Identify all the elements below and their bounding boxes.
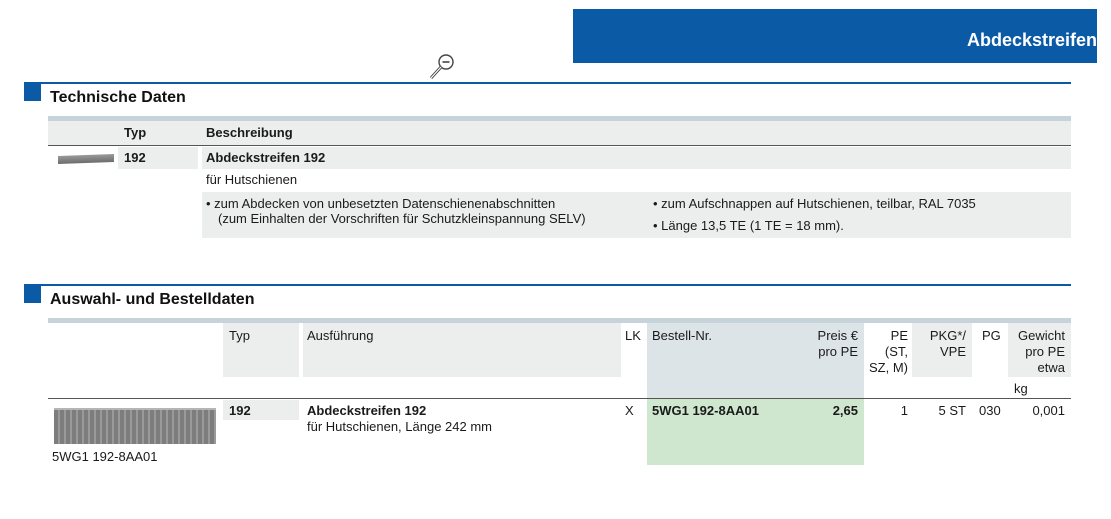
desc-title-cell <box>202 147 1071 169</box>
col-header-preis-2: pro PE <box>818 344 858 359</box>
section-title-bestelldaten: Auswahl- und Bestelldaten <box>50 291 255 308</box>
row-lk: X <box>625 403 634 418</box>
row-typ: 192 <box>124 150 146 165</box>
row-desc: für Hutschienen, Länge 242 mm <box>307 419 492 434</box>
col-header-preis-1: Preis € <box>817 328 858 343</box>
col-header-pe-2: (ST, <box>884 344 908 359</box>
col-header-beschreibung: Beschreibung <box>206 125 293 140</box>
bullet-left-1: • zum Abdecken von unbesetzten Datenschienenabschnitten <box>206 196 556 211</box>
col-header-gewicht-3: etwa <box>1037 360 1065 375</box>
table-header-rule <box>48 145 1071 146</box>
col-header-lk: LK <box>625 328 641 343</box>
section-marker <box>24 286 41 303</box>
zoom-out-icon[interactable] <box>428 52 458 82</box>
row-bestellnr[interactable]: 5WG1 192-8AA01 <box>652 403 759 418</box>
col-header-typ: Typ <box>124 125 147 140</box>
row-pkg: 5 ST <box>938 403 966 418</box>
col-header-pe-3: SZ, M) <box>869 360 908 375</box>
col-header-pe-1: PE <box>890 328 908 343</box>
bullet-right-2: • Länge 13,5 TE (1 TE = 18 mm). <box>653 218 844 233</box>
col-header-gewicht-unit: kg <box>1014 381 1028 396</box>
bullet-right-1: • zum Aufschnappen auf Hutschienen, teilbar, RAL 7035 <box>653 196 976 211</box>
section-divider <box>24 82 1071 84</box>
section-marker <box>24 84 41 101</box>
col-header-pkg-2: VPE <box>939 344 966 359</box>
col-header-typ: Typ <box>229 328 250 343</box>
col-header-bestellnr: Bestell-Nr. <box>652 328 712 343</box>
row-preis: 2,65 <box>832 403 858 418</box>
col-header-pkg-1: PKG*/ <box>929 328 966 343</box>
col-header-ausfuehrung: Ausführung <box>307 328 374 343</box>
row-gewicht: 0,001 <box>1032 403 1065 418</box>
col-header-gewicht-1: Gewicht <box>1018 328 1065 343</box>
row-name: Abdeckstreifen 192 <box>206 150 326 165</box>
product-image-small <box>58 154 114 164</box>
col-header-gewicht-2: pro PE <box>1025 344 1065 359</box>
col-header-pg: PG <box>982 328 1001 343</box>
row-name: Abdeckstreifen 192 <box>307 403 427 418</box>
row-pg: 030 <box>979 403 1001 418</box>
product-image-caption: 5WG1 192-8AA01 <box>52 449 158 464</box>
product-image <box>54 408 216 444</box>
page-title: Abdeckstreifen <box>966 30 1097 50</box>
row-pe: 1 <box>900 403 908 418</box>
table-header-rule <box>48 398 1071 399</box>
table-header-row <box>48 121 1071 145</box>
row-sub: für Hutschienen <box>206 172 298 187</box>
bullet-left-2: (zum Einhalten der Vorschriften für Schutzkleinspannung SELV) <box>218 211 586 226</box>
section-divider <box>24 284 1071 286</box>
section-title-technische-daten: Technische Daten <box>50 89 186 106</box>
row-typ: 192 <box>229 403 251 418</box>
